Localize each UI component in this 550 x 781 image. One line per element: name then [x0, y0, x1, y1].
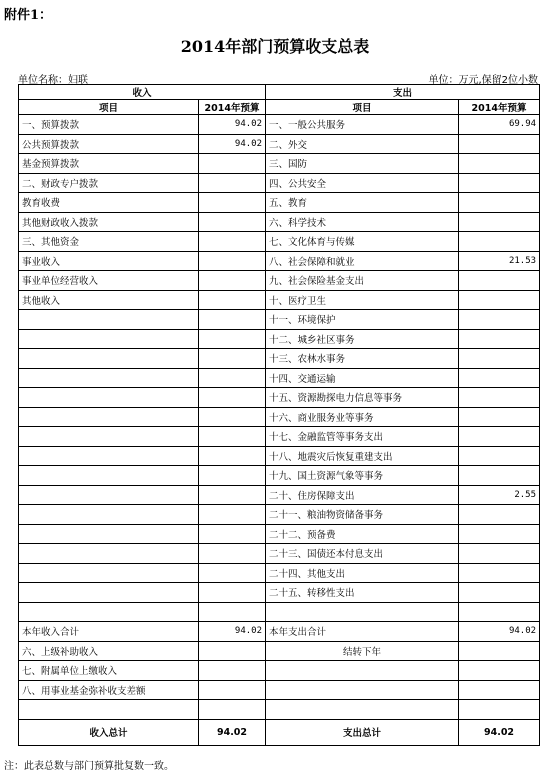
- expense-item-cell: 二十五、转移性支出: [266, 583, 459, 603]
- table-row: [19, 154, 540, 174]
- expense-item-cell: 本年支出合计: [266, 622, 459, 642]
- expense-item-cell: 十三、农林水事务: [266, 349, 459, 369]
- income-budget-cell: [199, 700, 266, 720]
- expense-item-header: 项目: [266, 100, 459, 115]
- expense-budget-cell: [459, 700, 540, 720]
- table-row: [19, 349, 540, 369]
- income-item-cell: 七、附属单位上缴收入: [19, 661, 199, 681]
- expense-item-cell: 二十三、国债还本付息支出: [266, 544, 459, 564]
- income-item-header: 项目: [19, 100, 199, 115]
- expense-budget-cell: [459, 154, 540, 174]
- income-budget-cell: [199, 602, 266, 622]
- table-row: [19, 466, 540, 486]
- table-row: [19, 700, 540, 720]
- income-budget-header: 2014年预算: [199, 100, 266, 115]
- income-item-cell: [19, 349, 199, 369]
- income-item-cell: [19, 583, 199, 603]
- expense-budget-cell: [459, 173, 540, 193]
- table-row: [19, 290, 540, 310]
- income-budget-cell: 94.02: [199, 115, 266, 135]
- table-row: [19, 251, 540, 271]
- expense-section-header: 支出: [266, 85, 540, 100]
- table-row: [19, 446, 540, 466]
- column-header-row: [19, 100, 540, 115]
- income-total-label: 收入总计: [19, 719, 199, 745]
- table-row: [19, 388, 540, 408]
- attachment-label: 附件1：: [4, 8, 53, 23]
- table-row: [19, 680, 540, 700]
- expense-item-cell: 十八、地震灾后恢复重建支出: [266, 446, 459, 466]
- expense-budget-cell: 69.94: [459, 115, 540, 135]
- income-item-cell: [19, 310, 199, 330]
- income-item-cell: 六、上级补助收入: [19, 641, 199, 661]
- expense-item-cell: 结转下年: [266, 641, 459, 661]
- table-row: [19, 212, 540, 232]
- expense-item-cell: 八、社会保障和就业: [266, 251, 459, 271]
- expense-budget-cell: [459, 563, 540, 583]
- table-row: [19, 232, 540, 252]
- expense-budget-cell: [459, 602, 540, 622]
- table-row: [19, 641, 540, 661]
- expense-total-value: 94.02: [459, 719, 540, 745]
- income-budget-cell: [199, 505, 266, 525]
- table-row: [19, 407, 540, 427]
- income-budget-cell: [199, 251, 266, 271]
- expense-item-cell: 十一、环境保护: [266, 310, 459, 330]
- income-budget-cell: [199, 212, 266, 232]
- expense-item-cell: [266, 700, 459, 720]
- income-budget-cell: [199, 329, 266, 349]
- income-budget-cell: [199, 544, 266, 564]
- expense-item-cell: 五、教育: [266, 193, 459, 213]
- income-item-cell: 本年收入合计: [19, 622, 199, 642]
- expense-budget-header: 2014年预算: [459, 100, 540, 115]
- income-budget-cell: [199, 641, 266, 661]
- expense-budget-cell: [459, 641, 540, 661]
- expense-item-cell: 十四、交通运输: [266, 368, 459, 388]
- expense-budget-cell: [459, 212, 540, 232]
- table-row: [19, 505, 540, 525]
- expense-budget-cell: [459, 290, 540, 310]
- section-header-row: [19, 85, 540, 100]
- table-row: [19, 115, 540, 135]
- income-budget-cell: [199, 407, 266, 427]
- expense-budget-cell: [459, 544, 540, 564]
- expense-budget-cell: [459, 446, 540, 466]
- expense-item-cell: [266, 680, 459, 700]
- expense-budget-cell: [459, 232, 540, 252]
- income-item-cell: 八、用事业基金弥补收支差额: [19, 680, 199, 700]
- table-row: [19, 524, 540, 544]
- income-item-cell: 公共预算拨款: [19, 134, 199, 154]
- expense-item-cell: 九、社会保险基金支出: [266, 271, 459, 291]
- income-budget-cell: [199, 232, 266, 252]
- expense-item-cell: 三、国防: [266, 154, 459, 174]
- income-item-cell: [19, 544, 199, 564]
- income-item-cell: [19, 368, 199, 388]
- income-item-cell: [19, 407, 199, 427]
- table-row: [19, 310, 540, 330]
- expense-item-cell: 十五、资源勘探电力信息等事务: [266, 388, 459, 408]
- income-budget-cell: [199, 349, 266, 369]
- page-title: 2014年部门预算收支总表: [180, 37, 370, 56]
- expense-budget-cell: [459, 193, 540, 213]
- income-budget-cell: [199, 583, 266, 603]
- income-total-value: 94.02: [199, 719, 266, 745]
- income-budget-cell: [199, 310, 266, 330]
- footnote: 注：此表总数与部门预算批复数一致。: [4, 761, 174, 772]
- table-row: [19, 193, 540, 213]
- table-row: [19, 563, 540, 583]
- table-row: [19, 173, 540, 193]
- expense-budget-cell: [459, 329, 540, 349]
- expense-budget-cell: [459, 427, 540, 447]
- income-budget-cell: [199, 271, 266, 291]
- expense-item-cell: 十六、商业服务业等事务: [266, 407, 459, 427]
- income-budget-cell: 94.02: [199, 622, 266, 642]
- income-budget-cell: [199, 446, 266, 466]
- expense-budget-cell: 94.02: [459, 622, 540, 642]
- table-row: [19, 583, 540, 603]
- income-item-cell: 教育收费: [19, 193, 199, 213]
- expense-item-cell: 十七、金融监管等事务支出: [266, 427, 459, 447]
- expense-budget-cell: [459, 583, 540, 603]
- table-row: [19, 661, 540, 681]
- expense-item-cell: 二十一、粮油物资储备事务: [266, 505, 459, 525]
- table-row: [19, 271, 540, 291]
- income-budget-cell: [199, 680, 266, 700]
- income-item-cell: [19, 563, 199, 583]
- expense-item-cell: 二、外交: [266, 134, 459, 154]
- expense-budget-cell: [459, 349, 540, 369]
- income-budget-cell: [199, 154, 266, 174]
- income-budget-cell: [199, 563, 266, 583]
- income-budget-cell: [199, 427, 266, 447]
- income-budget-cell: [199, 388, 266, 408]
- unit-note: 单位：万元,保留2位小数: [428, 75, 538, 86]
- grand-total-row: [19, 719, 540, 745]
- income-item-cell: [19, 388, 199, 408]
- table-row: [19, 329, 540, 349]
- income-item-cell: 一、预算拨款: [19, 115, 199, 135]
- expense-item-cell: 七、文化体育与传媒: [266, 232, 459, 252]
- expense-budget-cell: [459, 271, 540, 291]
- table-row: [19, 544, 540, 564]
- income-budget-cell: [199, 290, 266, 310]
- expense-item-cell: 二十四、其他支出: [266, 563, 459, 583]
- income-item-cell: 三、其他资金: [19, 232, 199, 252]
- expense-budget-cell: [459, 505, 540, 525]
- table-row: [19, 368, 540, 388]
- unit-name: 单位名称：妇联: [18, 75, 88, 86]
- expense-item-cell: 十二、城乡社区事务: [266, 329, 459, 349]
- income-budget-cell: [199, 173, 266, 193]
- income-item-cell: [19, 427, 199, 447]
- income-budget-cell: [199, 368, 266, 388]
- income-item-cell: [19, 700, 199, 720]
- expense-item-cell: 二十、住房保障支出: [266, 485, 459, 505]
- expense-budget-cell: [459, 310, 540, 330]
- income-item-cell: 事业收入: [19, 251, 199, 271]
- expense-item-cell: 十、医疗卫生: [266, 290, 459, 310]
- income-budget-cell: [199, 193, 266, 213]
- income-item-cell: [19, 485, 199, 505]
- table-row: [19, 622, 540, 642]
- expense-item-cell: 四、公共安全: [266, 173, 459, 193]
- expense-budget-cell: [459, 134, 540, 154]
- income-item-cell: 二、财政专户拨款: [19, 173, 199, 193]
- income-budget-cell: [199, 466, 266, 486]
- expense-budget-cell: [459, 524, 540, 544]
- budget-table: [18, 84, 540, 746]
- expense-item-cell: 十九、国土资源气象等事务: [266, 466, 459, 486]
- income-item-cell: [19, 466, 199, 486]
- expense-budget-cell: 2.55: [459, 485, 540, 505]
- income-item-cell: [19, 329, 199, 349]
- expense-budget-cell: [459, 661, 540, 681]
- income-item-cell: [19, 524, 199, 544]
- income-section-header: 收入: [19, 85, 266, 100]
- expense-item-cell: 二十二、预备费: [266, 524, 459, 544]
- expense-budget-cell: [459, 466, 540, 486]
- expense-total-label: 支出总计: [266, 719, 459, 745]
- table-body: [19, 115, 540, 720]
- expense-item-cell: 一、一般公共服务: [266, 115, 459, 135]
- income-budget-cell: [199, 661, 266, 681]
- income-budget-cell: 94.02: [199, 134, 266, 154]
- expense-item-cell: [266, 602, 459, 622]
- income-budget-cell: [199, 524, 266, 544]
- expense-budget-cell: [459, 407, 540, 427]
- income-item-cell: [19, 602, 199, 622]
- income-item-cell: [19, 505, 199, 525]
- income-item-cell: 基金预算拨款: [19, 154, 199, 174]
- income-item-cell: 其他财政收入拨款: [19, 212, 199, 232]
- expense-item-cell: [266, 661, 459, 681]
- expense-budget-cell: 21.53: [459, 251, 540, 271]
- table-row: [19, 602, 540, 622]
- table-row: [19, 134, 540, 154]
- table-row: [19, 427, 540, 447]
- expense-budget-cell: [459, 680, 540, 700]
- expense-budget-cell: [459, 388, 540, 408]
- income-budget-cell: [199, 485, 266, 505]
- expense-item-cell: 六、科学技术: [266, 212, 459, 232]
- income-item-cell: 事业单位经营收入: [19, 271, 199, 291]
- income-item-cell: [19, 446, 199, 466]
- income-item-cell: 其他收入: [19, 290, 199, 310]
- table-row: [19, 485, 540, 505]
- expense-budget-cell: [459, 368, 540, 388]
